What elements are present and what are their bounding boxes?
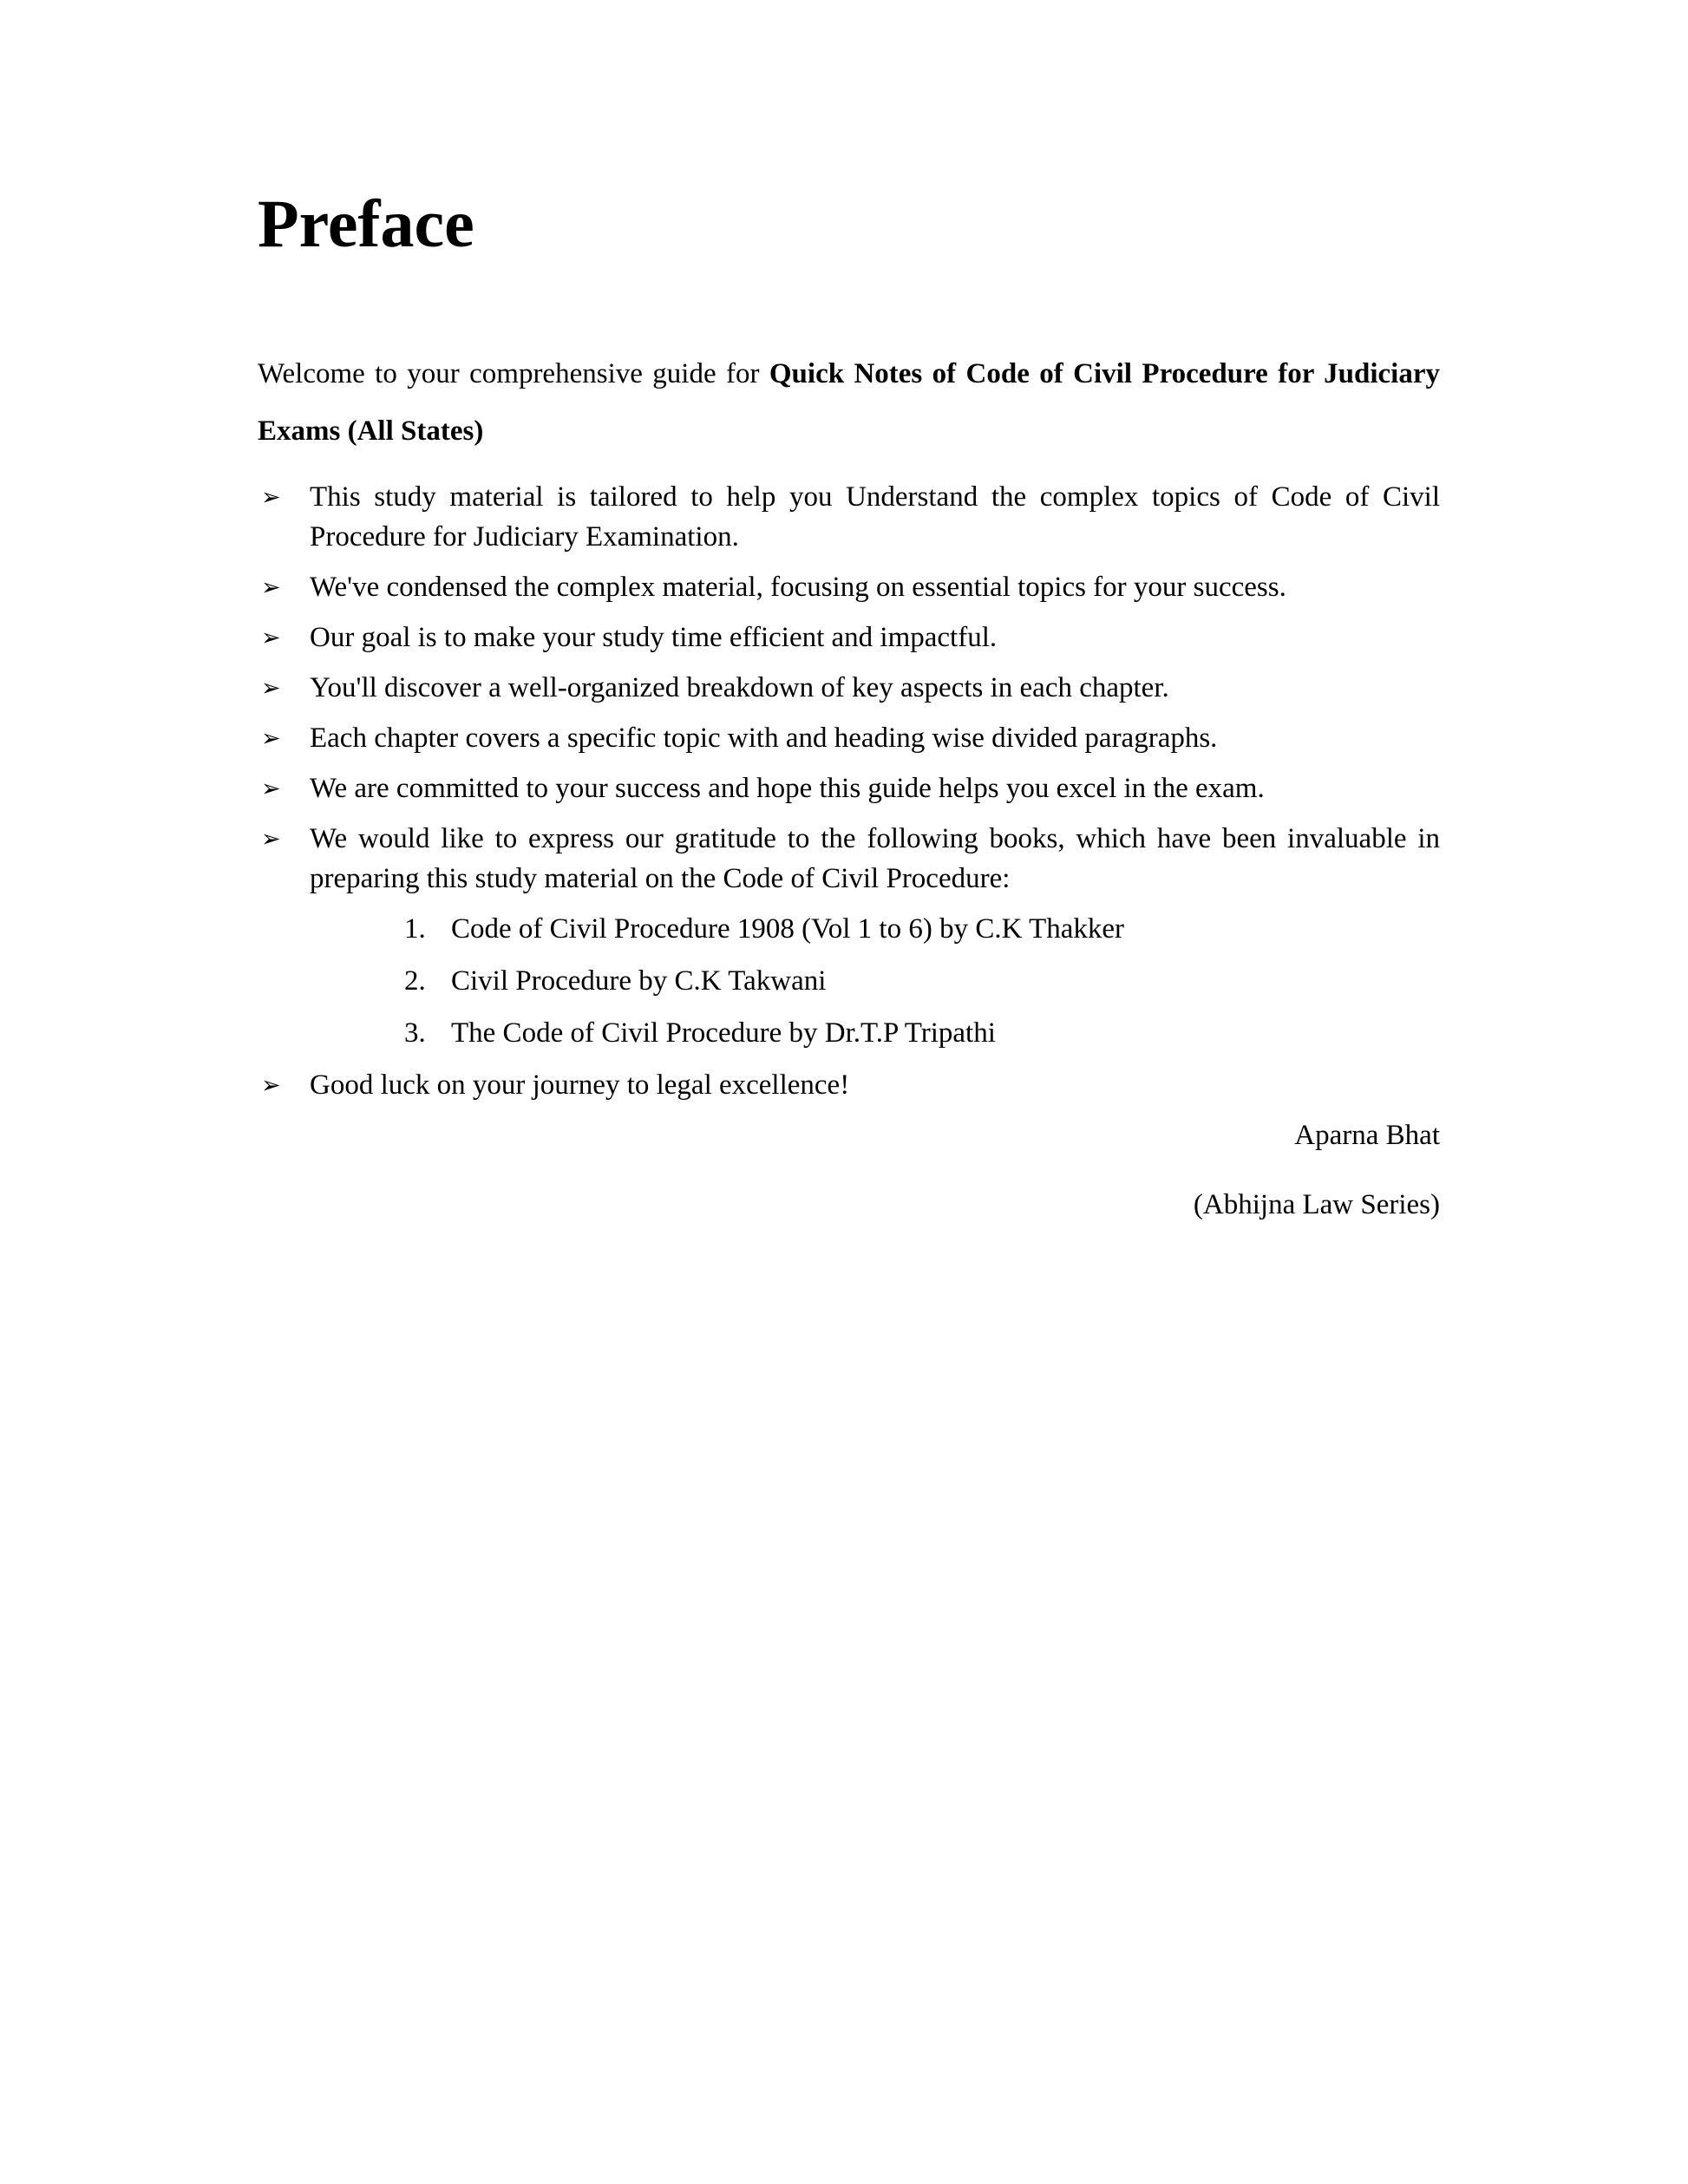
book-number: 1. [404, 913, 426, 945]
book-item [404, 909, 1440, 949]
book-item [404, 1013, 1440, 1053]
arrow-bullet-icon: ➢ [261, 624, 281, 651]
book-title: Civil Procedure by C.K Takwani [451, 965, 827, 997]
bullet-text: We are committed to your success and hope this guide helps you excel in the exam. [310, 773, 1265, 804]
bullet-item [258, 567, 1440, 607]
bullet-text: You'll discover a well-organized breakdown of key aspects in each chapter. [310, 672, 1169, 703]
page-content [258, 0, 1440, 1225]
book-title: Code of Civil Procedure 1908 (Vol 1 to 6) by C.K Thakker [451, 913, 1125, 945]
book-list [258, 909, 1440, 1053]
arrow-bullet-icon: ➢ [261, 1072, 281, 1099]
bullet-item [258, 477, 1440, 557]
intro-text: Welcome to your comprehensive guide for [258, 358, 769, 389]
bullet-list [258, 477, 1440, 899]
book-number: 2. [404, 965, 426, 997]
book-number: 3. [404, 1017, 426, 1049]
arrow-bullet-icon: ➢ [261, 675, 281, 702]
bullet-item [258, 668, 1440, 708]
intro-paragraph [258, 345, 1440, 460]
bullet-item [258, 718, 1440, 758]
arrow-bullet-icon: ➢ [261, 574, 281, 601]
bullet-text: We would like to express our gratitude to the following books, which have been invaluable in preparing this study material on the Code of Civil Procedure: [310, 823, 1440, 894]
bullet-text: This study material is tailored to help you Understand the complex topics of Code of Civil Procedure for Judiciary Examination. [310, 481, 1440, 553]
arrow-bullet-icon: ➢ [261, 775, 281, 802]
bullet-item [258, 1065, 1440, 1105]
bullet-item [258, 768, 1440, 808]
book-title: The Code of Civil Procedure by Dr.T.P Tripathi [451, 1017, 996, 1049]
signature-author: Aparna Bhat [1294, 1120, 1440, 1151]
book-item [404, 961, 1440, 1001]
closing-bullet-list [258, 1065, 1440, 1105]
bullet-text: Each chapter covers a specific topic with and heading wise divided paragraphs. [310, 723, 1218, 754]
arrow-bullet-icon: ➢ [261, 826, 281, 853]
signature-block [258, 1115, 1440, 1225]
arrow-bullet-icon: ➢ [261, 725, 281, 752]
closing-bullet-text: Good luck on your journey to legal excellence! [310, 1069, 850, 1101]
bullet-text: We've condensed the complex material, focusing on essential topics for your success. [310, 572, 1286, 603]
signature-series: (Abhijna Law Series) [1193, 1189, 1440, 1220]
arrow-bullet-icon: ➢ [261, 484, 281, 511]
bullet-text: Our goal is to make your study time efficient and impactful. [310, 622, 998, 653]
bullet-item [258, 618, 1440, 657]
page-title: Preface [258, 186, 474, 261]
intro-bold-text: Quick Notes of Code of Civil Procedure for Judiciary Exams (All States) [258, 358, 1440, 447]
bullet-item [258, 819, 1440, 899]
